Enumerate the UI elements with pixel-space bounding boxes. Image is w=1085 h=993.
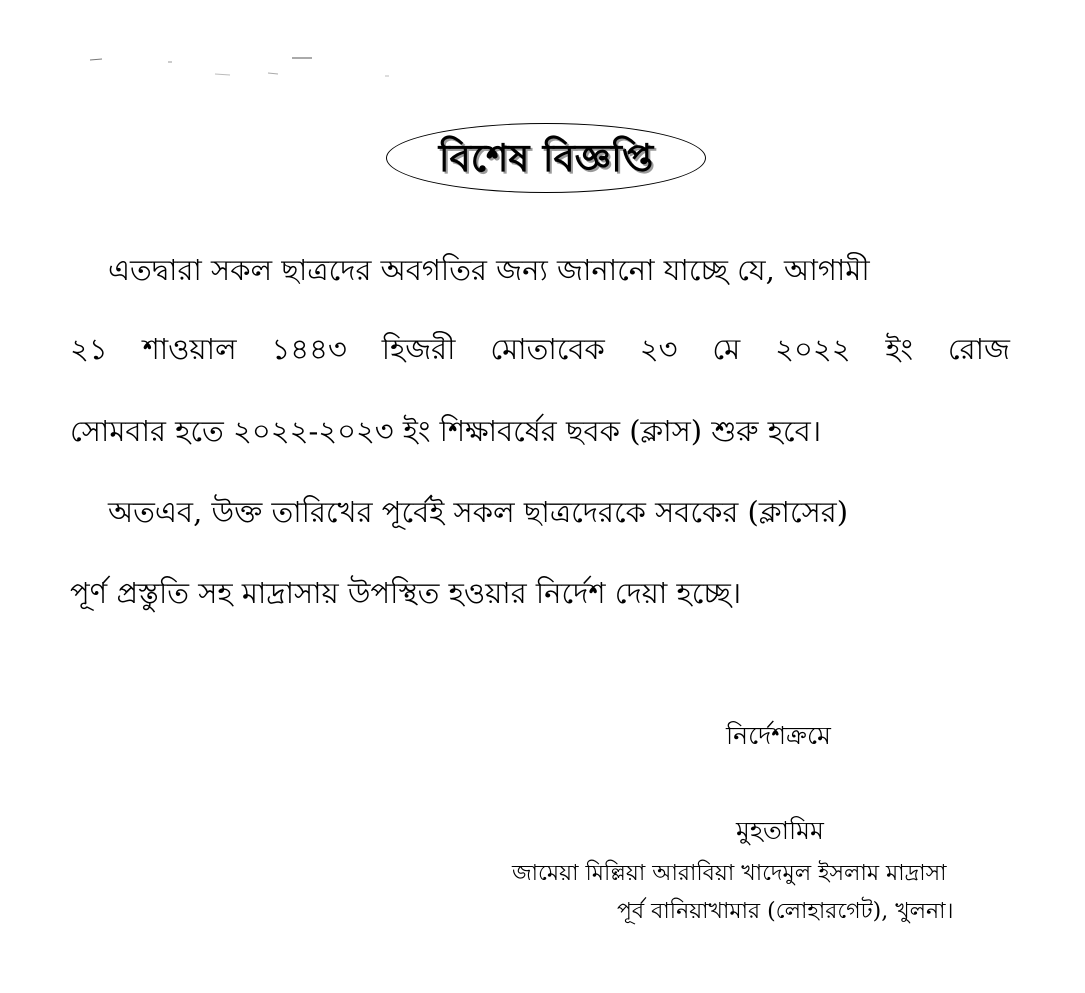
notice-body-line-1: এতদ্বারা সকল ছাত্রদের অবগতির জন্য জানানো যাচ্ছে যে, আগামী [108,253,870,287]
signature-designation: মুহতামিম [736,816,824,845]
signature-address: পূর্ব বানিয়াখামার (লোহারগেট), খুলনা। [617,899,954,924]
notice-title-frame [386,123,706,193]
signature-by-order: নির্দেশক্রমে [726,721,831,750]
notice-body-line-3: সোমবার হতে ২০২২-২০২৩ ইং শিক্ষাবর্ষের ছবক (ক্লাস) শুরু হবে। [70,414,822,448]
notice-title: বিশেষ বিজ্ঞপ্তি [438,136,654,180]
signature-institution: জামেয়া মিল্লিয়া আরাবিয়া খাদেমুল ইসলাম মাদ্রাসা [512,861,947,886]
notice-body-line-5: পূর্ণ প্রস্তুতি সহ মাদ্রাসায় উপস্থিত হওয়ার নির্দেশ দেয়া হচ্ছে। [70,576,742,610]
notice-body-line-2: ২১ শাওয়াল ১৪৪৩ হিজরী মোতাবেক ২৩ মে ২০২২ ইং রোজ [70,332,1010,366]
scan-artifact-marks [80,52,400,82]
notice-body-line-4: অতএব, উক্ত তারিখের পূর্বেই সকল ছাত্রদেরকে সবকের (ক্লাসের) [108,495,849,529]
